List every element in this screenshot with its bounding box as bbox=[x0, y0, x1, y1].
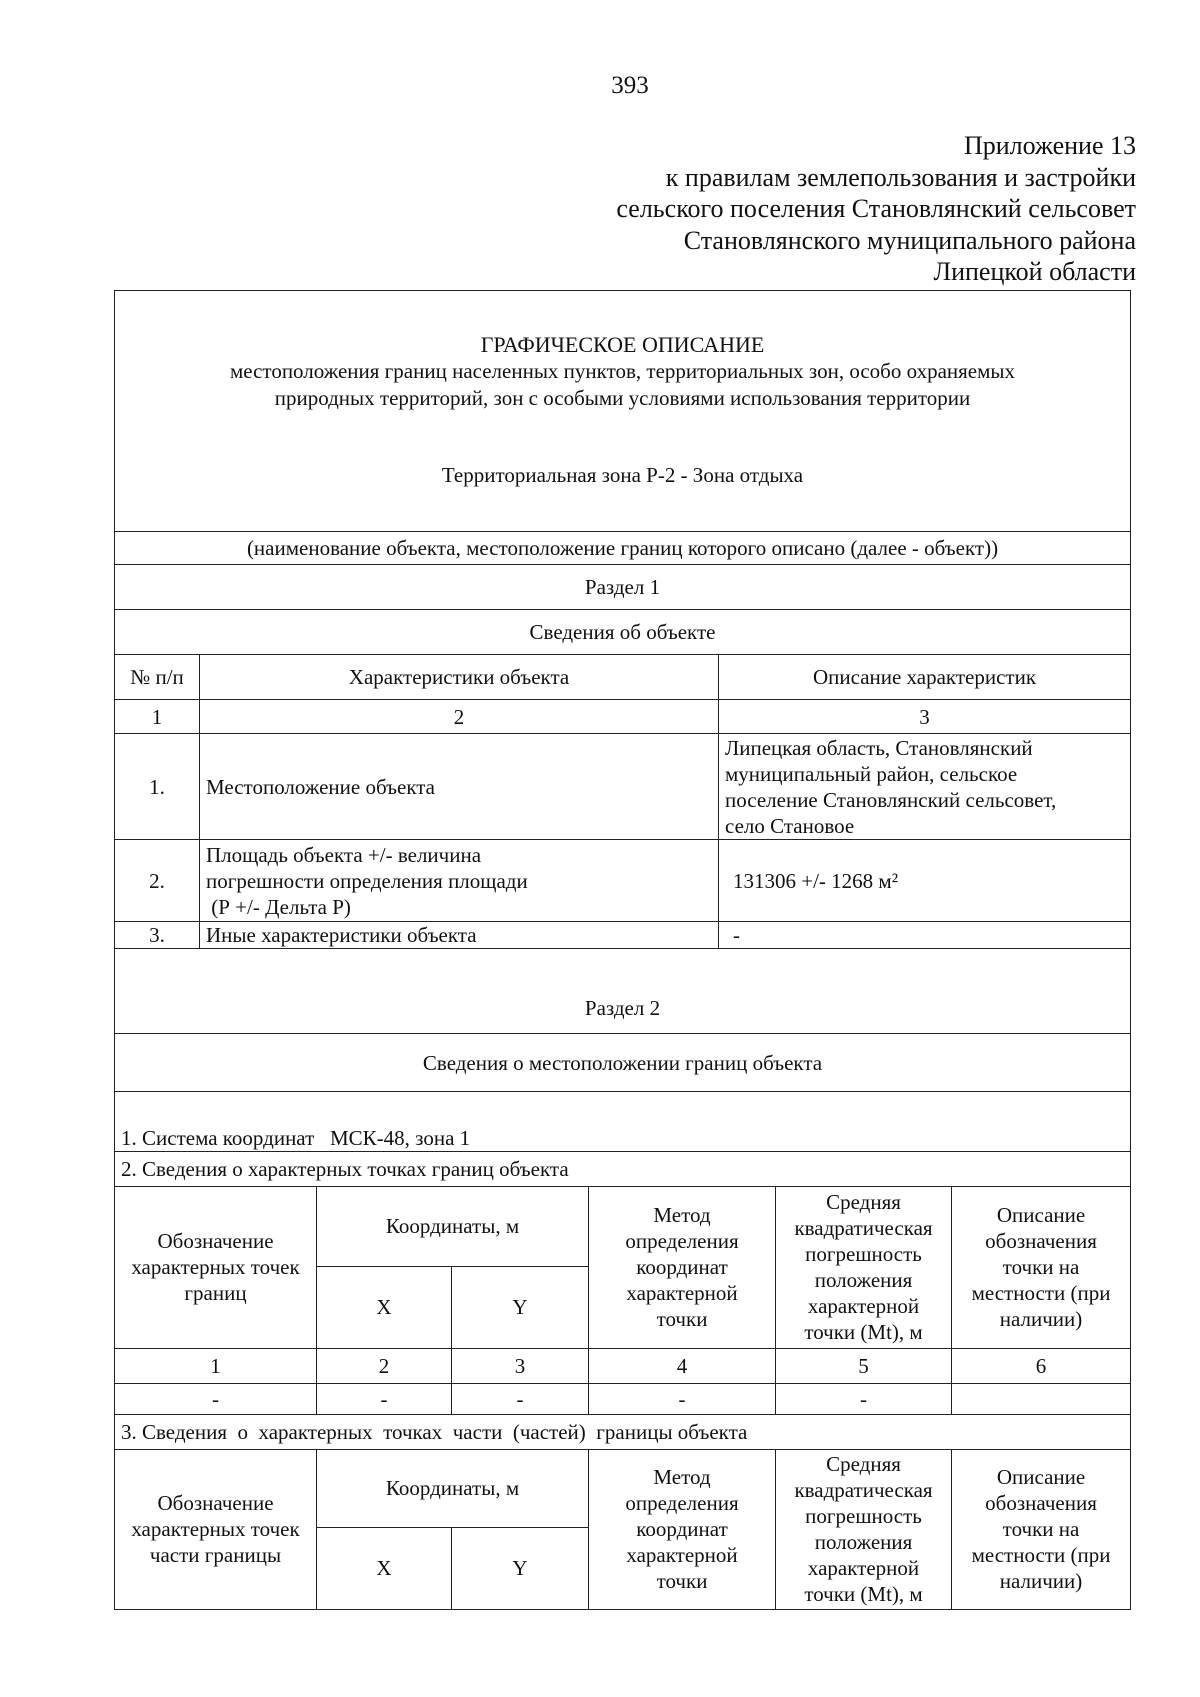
column-number: 4 bbox=[589, 1348, 776, 1383]
column-header: № п/п bbox=[115, 655, 200, 700]
column-number: 6 bbox=[952, 1348, 1131, 1383]
column-number: 2 bbox=[317, 1348, 452, 1383]
appendix-line: Становлянского муниципального района bbox=[683, 225, 1136, 255]
parts-section-title: 3. Сведения о характерных точках части (частей) границы объекта bbox=[115, 1414, 1131, 1449]
section1-table bbox=[114, 290, 1131, 1187]
column-number: 5 bbox=[776, 1348, 952, 1383]
header-line: точки (Mt), м bbox=[804, 1582, 923, 1606]
header-line: характерных точек bbox=[131, 1255, 300, 1279]
x-header: X bbox=[317, 1527, 452, 1609]
name-line: (Р +/- Дельта Р) bbox=[206, 894, 351, 919]
zone-name: Территориальная зона Р-2 - Зона отдыха bbox=[441, 463, 804, 487]
points-section-title: 2. Сведения о характерных точках границ объекта bbox=[115, 1152, 1131, 1187]
header-line: местности (при bbox=[971, 1281, 1111, 1305]
header-line: точки bbox=[656, 1569, 708, 1593]
table-cell: - bbox=[452, 1383, 589, 1414]
characteristic-value: 131306 +/- 1268 м² bbox=[719, 840, 1131, 922]
header-line: Средняя bbox=[826, 1190, 901, 1214]
column-number: 3 bbox=[719, 700, 1131, 734]
header-line: координат bbox=[636, 1517, 728, 1541]
appendix-line: Липецкой области bbox=[933, 257, 1136, 286]
header-line: погрешность bbox=[805, 1242, 922, 1266]
header-line: обозначения bbox=[985, 1491, 1097, 1515]
points-designation-header bbox=[115, 1449, 317, 1609]
section1-subtitle: Сведения об объекте bbox=[115, 610, 1131, 655]
header-line: точки на bbox=[1002, 1255, 1080, 1279]
table-cell: - bbox=[589, 1383, 776, 1414]
coordinate-system: 1. Система координат МСК-48, зона 1 bbox=[115, 1092, 1131, 1152]
table-cell: - bbox=[317, 1383, 452, 1414]
method-header bbox=[589, 1449, 776, 1609]
header-line: квадратическая bbox=[794, 1478, 933, 1502]
header-line: точки (Mt), м bbox=[804, 1320, 923, 1344]
header-line: Метод bbox=[653, 1203, 711, 1227]
table-cell bbox=[952, 1383, 1131, 1414]
header-line: наличии) bbox=[999, 1569, 1083, 1593]
header-line: наличии) bbox=[999, 1307, 1083, 1331]
value-line: Липецкая область, Становлянский bbox=[725, 735, 1033, 760]
header-line: положения bbox=[814, 1530, 913, 1554]
coordinates-header: Координаты, м bbox=[317, 1449, 589, 1527]
description-header bbox=[952, 1449, 1131, 1609]
appendix-line: сельского поселения Становлянский сельсовет bbox=[616, 194, 1136, 223]
table-row bbox=[115, 922, 1131, 949]
characteristic-value bbox=[719, 734, 1131, 840]
characteristic-value: - bbox=[719, 922, 1131, 949]
document-title: ГРАФИЧЕСКОЕ ОПИСАНИЕ bbox=[480, 332, 765, 357]
header-line: части границы bbox=[149, 1543, 282, 1567]
header-line: определения bbox=[625, 1491, 739, 1515]
table-row bbox=[115, 1383, 1131, 1414]
object-caption: (наименование объекта, местоположение границ которого описано (далее - объект)) bbox=[115, 532, 1131, 565]
table-row bbox=[115, 734, 1131, 840]
document-subtitle: природных территорий, зон с особыми условиями использования территории bbox=[274, 386, 971, 410]
header-line: Описание bbox=[996, 1203, 1086, 1227]
header-line: определения bbox=[625, 1229, 739, 1253]
document-frame bbox=[114, 290, 1130, 1610]
header-line: Описание bbox=[996, 1465, 1086, 1489]
value-line: муниципальный район, сельское bbox=[725, 761, 1018, 786]
boundary-points-table bbox=[114, 1186, 1131, 1610]
value-line: село Становое bbox=[725, 813, 855, 838]
header-line: обозначения bbox=[985, 1229, 1097, 1253]
value-line: поселение Становлянский сельсовет, bbox=[725, 787, 1057, 812]
header-line: Обозначение bbox=[157, 1491, 274, 1515]
appendix-line: Приложение 13 bbox=[963, 131, 1136, 160]
appendix-heading bbox=[616, 130, 1136, 288]
points-designation-header bbox=[115, 1186, 317, 1348]
header-line: положения bbox=[814, 1268, 913, 1292]
header-line: точки bbox=[656, 1307, 708, 1331]
column-number: 3 bbox=[452, 1348, 589, 1383]
y-header: Y bbox=[452, 1266, 589, 1348]
y-header: Y bbox=[452, 1527, 589, 1609]
header-line: местности (при bbox=[971, 1543, 1111, 1567]
header-line: границ bbox=[184, 1281, 247, 1305]
header-line: Метод bbox=[653, 1465, 711, 1489]
name-line: погрешности определения площади bbox=[206, 868, 528, 893]
header-line: характерной bbox=[807, 1556, 920, 1580]
header-line: Обозначение bbox=[157, 1229, 274, 1253]
method-header bbox=[589, 1186, 776, 1348]
header-line: характерных точек bbox=[131, 1517, 300, 1541]
table-cell: - bbox=[115, 1383, 317, 1414]
table-row bbox=[115, 840, 1131, 922]
column-header: Характеристики объекта bbox=[200, 655, 719, 700]
header-line: характерной bbox=[626, 1281, 738, 1305]
table-cell: - bbox=[776, 1383, 952, 1414]
characteristic-name bbox=[200, 840, 719, 922]
section1-title: Раздел 1 bbox=[115, 565, 1131, 610]
x-header: X bbox=[317, 1266, 452, 1348]
header-line: характерной bbox=[807, 1294, 920, 1318]
appendix-line: к правилам землепользования и застройки bbox=[665, 162, 1136, 192]
description-header bbox=[952, 1186, 1131, 1348]
column-number: 2 bbox=[200, 700, 719, 734]
coordinates-header: Координаты, м bbox=[317, 1186, 589, 1266]
section2-title: Раздел 2 bbox=[115, 949, 1131, 1034]
column-number: 1 bbox=[115, 1348, 317, 1383]
characteristic-name: Местоположение объекта bbox=[200, 734, 719, 840]
name-line: Площадь объекта +/- величина bbox=[206, 842, 482, 867]
characteristic-name: Иные характеристики объекта bbox=[200, 922, 719, 949]
row-number: 1. bbox=[115, 734, 200, 840]
header-line: погрешность bbox=[805, 1504, 922, 1528]
error-header bbox=[776, 1449, 952, 1609]
row-number: 3. bbox=[115, 922, 200, 949]
column-header: Описание характеристик bbox=[719, 655, 1131, 700]
section2-subtitle: Сведения о местоположении границ объекта bbox=[115, 1034, 1131, 1092]
header-line: координат bbox=[636, 1255, 728, 1279]
header-line: точки на bbox=[1002, 1517, 1080, 1541]
document-subtitle: местоположения границ населенных пунктов, территориальных зон, особо охраняемых bbox=[229, 359, 1016, 383]
row-number: 2. bbox=[115, 840, 200, 922]
error-header bbox=[776, 1186, 952, 1348]
header-line: квадратическая bbox=[794, 1216, 933, 1240]
page-number: 393 bbox=[611, 72, 649, 99]
header-line: характерной bbox=[626, 1543, 738, 1567]
header-line: Средняя bbox=[826, 1452, 901, 1476]
column-number: 1 bbox=[115, 700, 200, 734]
document-title-block bbox=[115, 291, 1131, 532]
